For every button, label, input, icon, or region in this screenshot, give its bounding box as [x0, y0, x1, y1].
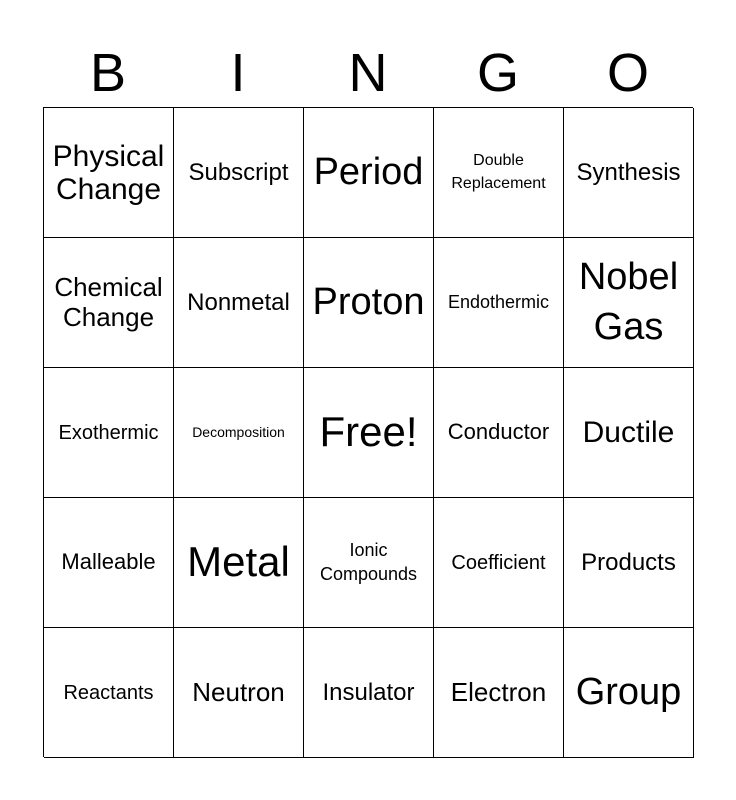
bingo-cell[interactable] — [44, 498, 174, 628]
header-letter-i: I — [230, 43, 246, 103]
bingo-cell[interactable] — [174, 368, 304, 498]
bingo-cell[interactable] — [434, 108, 564, 238]
cell-label: Metal — [187, 538, 290, 586]
bingo-header — [43, 40, 693, 106]
header-letter-g: G — [476, 43, 519, 103]
bingo-cell[interactable] — [434, 238, 564, 368]
cell-label: Synthesis — [576, 158, 681, 186]
cell-label: Physical Change — [52, 139, 165, 206]
cell-label: Coefficient — [451, 551, 546, 574]
cell-label: Group — [575, 670, 682, 713]
cell-label: Chemical Change — [54, 271, 163, 332]
bingo-board — [43, 107, 693, 757]
bingo-cell[interactable] — [304, 628, 434, 758]
bingo-cell[interactable] — [434, 368, 564, 498]
free-space-label: Free! — [319, 408, 418, 456]
free-space-cell[interactable] — [304, 368, 434, 498]
bingo-cell[interactable] — [44, 628, 174, 758]
header-letter-b: B — [89, 43, 127, 103]
cell-label: Products — [581, 548, 676, 576]
cell-label: Electron — [450, 676, 547, 707]
bingo-cell[interactable] — [434, 628, 564, 758]
cell-label: Endothermic — [447, 291, 550, 312]
cell-label: Proton — [312, 280, 425, 323]
header-letter-n: N — [348, 43, 388, 103]
bingo-cell[interactable] — [564, 108, 694, 238]
cell-label: Ductile — [582, 416, 675, 449]
bingo-cell[interactable] — [174, 238, 304, 368]
cell-label: Double Replacement — [451, 152, 546, 192]
cell-label: Insulator — [322, 678, 415, 706]
bingo-cell[interactable] — [304, 498, 434, 628]
cell-label: Exothermic — [58, 421, 159, 444]
bingo-cell[interactable] — [564, 498, 694, 628]
bingo-cell[interactable] — [304, 108, 434, 238]
bingo-cell[interactable] — [174, 498, 304, 628]
bingo-cell[interactable] — [564, 368, 694, 498]
bingo-cell[interactable] — [44, 238, 174, 368]
bingo-cell[interactable] — [304, 238, 434, 368]
cell-label: Subscript — [188, 158, 289, 186]
bingo-cell[interactable] — [564, 238, 694, 368]
bingo-cell[interactable] — [564, 628, 694, 758]
cell-label: Reactants — [63, 681, 154, 704]
cell-label: Nobel Gas — [578, 256, 679, 348]
cell-label: Period — [313, 150, 424, 193]
cell-label: Ionic Compounds — [319, 540, 418, 584]
bingo-cell[interactable] — [174, 628, 304, 758]
bingo-cell[interactable] — [44, 368, 174, 498]
cell-label: Nonmetal — [187, 288, 290, 316]
bingo-cell[interactable] — [44, 108, 174, 238]
cell-label: Decomposition — [192, 424, 285, 441]
cell-label: Conductor — [447, 419, 550, 445]
cell-label: Neutron — [192, 676, 285, 707]
bingo-cell[interactable] — [434, 498, 564, 628]
cell-label: Malleable — [61, 549, 156, 575]
header-letter-o: O — [606, 43, 649, 103]
bingo-cell[interactable] — [174, 108, 304, 238]
